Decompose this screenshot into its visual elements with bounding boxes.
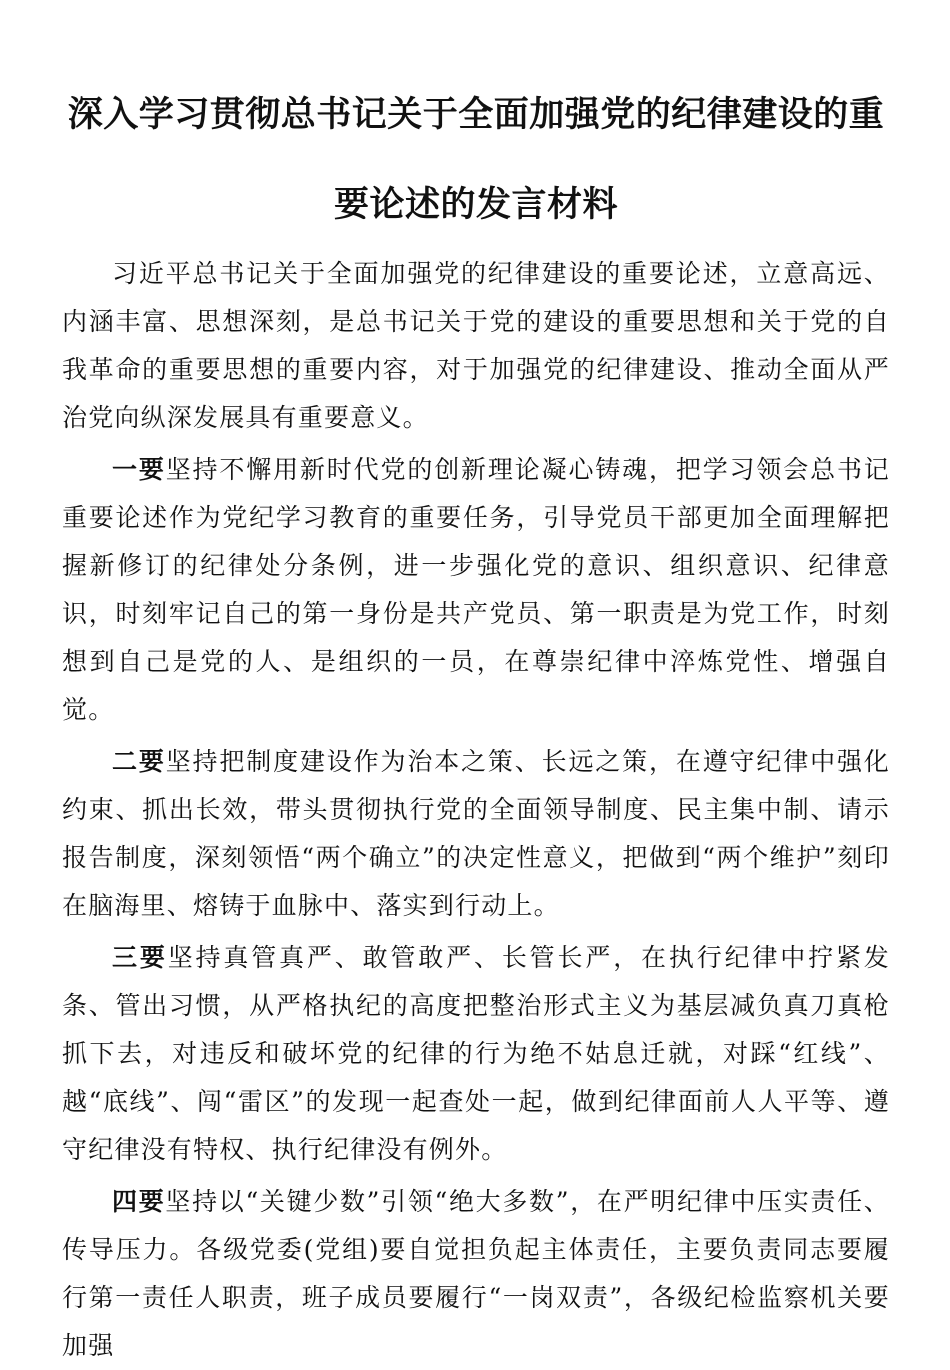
- section-paragraph-1: [62, 446, 890, 734]
- section-text-1: 坚持不懈用新时代党的创新理论凝心铸魂，把学习领会总书记重要论述作为党纪学习教育的重要任务，引导党员干部更加全面理解把握新修订的纪律处分条例，进一步强化党的意识、组织意识、纪律意识，时刻牢记自己的第一身份是共产党员、第一职责是为党工作，时刻想到自己是党的人、是组织的一员，在尊崇纪律中淬炼党性、增强自觉。: [62, 455, 890, 724]
- section-lead-4: 四要: [112, 1187, 166, 1216]
- section-text-2: 坚持把制度建设作为治本之策、长远之策，在遵守纪律中强化约束、抓出长效，带头贯彻执行党的全面领导制度、民主集中制、请示报告制度，深刻领悟“两个确立”的决定性意义，把做到“两个维护”刻印在脑海里、熔铸于血脉中、落实到行动上。: [62, 747, 890, 920]
- section-text-3: 坚持真管真严、敢管敢严、长管长严，在执行纪律中拧紧发条、管出习惯，从严格执纪的高度把整治形式主义为基层减负真刀真枪抓下去，对违反和破坏党的纪律的行为绝不姑息迁就，对踩“红线”、越“底线”、闯“雷区”的发现一起查处一起，做到纪律面前人人平等、遵守纪律没有特权、执行纪律没有例外。: [62, 943, 891, 1164]
- title-line-2: 要论述的发言材料: [333, 185, 618, 225]
- section-paragraph-2: [62, 738, 890, 930]
- section-lead-3: 三要: [112, 943, 168, 972]
- document-title: [62, 70, 890, 250]
- section-text-4: 坚持以“关键少数”引领“绝大多数”，在严明纪律中压实责任、传导压力。各级党委(党组)要自觉担负起主体责任，主要负责同志要履行第一责任人职责，班子成员要履行“一岗双责”，各级纪检监察机关要加强: [62, 1187, 890, 1360]
- intro-paragraph: 习近平总书记关于全面加强党的纪律建设的重要论述，立意高远、内涵丰富、思想深刻，是总书记关于党的建设的重要思想和关于党的自我革命的重要思想的重要内容，对于加强党的纪律建设、推动全面从严治党向纵深发展具有重要意义。: [62, 259, 890, 432]
- title-line-1: 深入学习贯彻总书记关于全面加强党的纪律建设的重: [67, 95, 885, 135]
- section-lead-2: 二要: [112, 747, 166, 776]
- section-lead-1: 一要: [112, 455, 166, 484]
- section-paragraph-3: [62, 934, 890, 1174]
- section-paragraph-4: [62, 1178, 890, 1370]
- document-body: [62, 250, 890, 1370]
- document-page: [62, 70, 890, 1370]
